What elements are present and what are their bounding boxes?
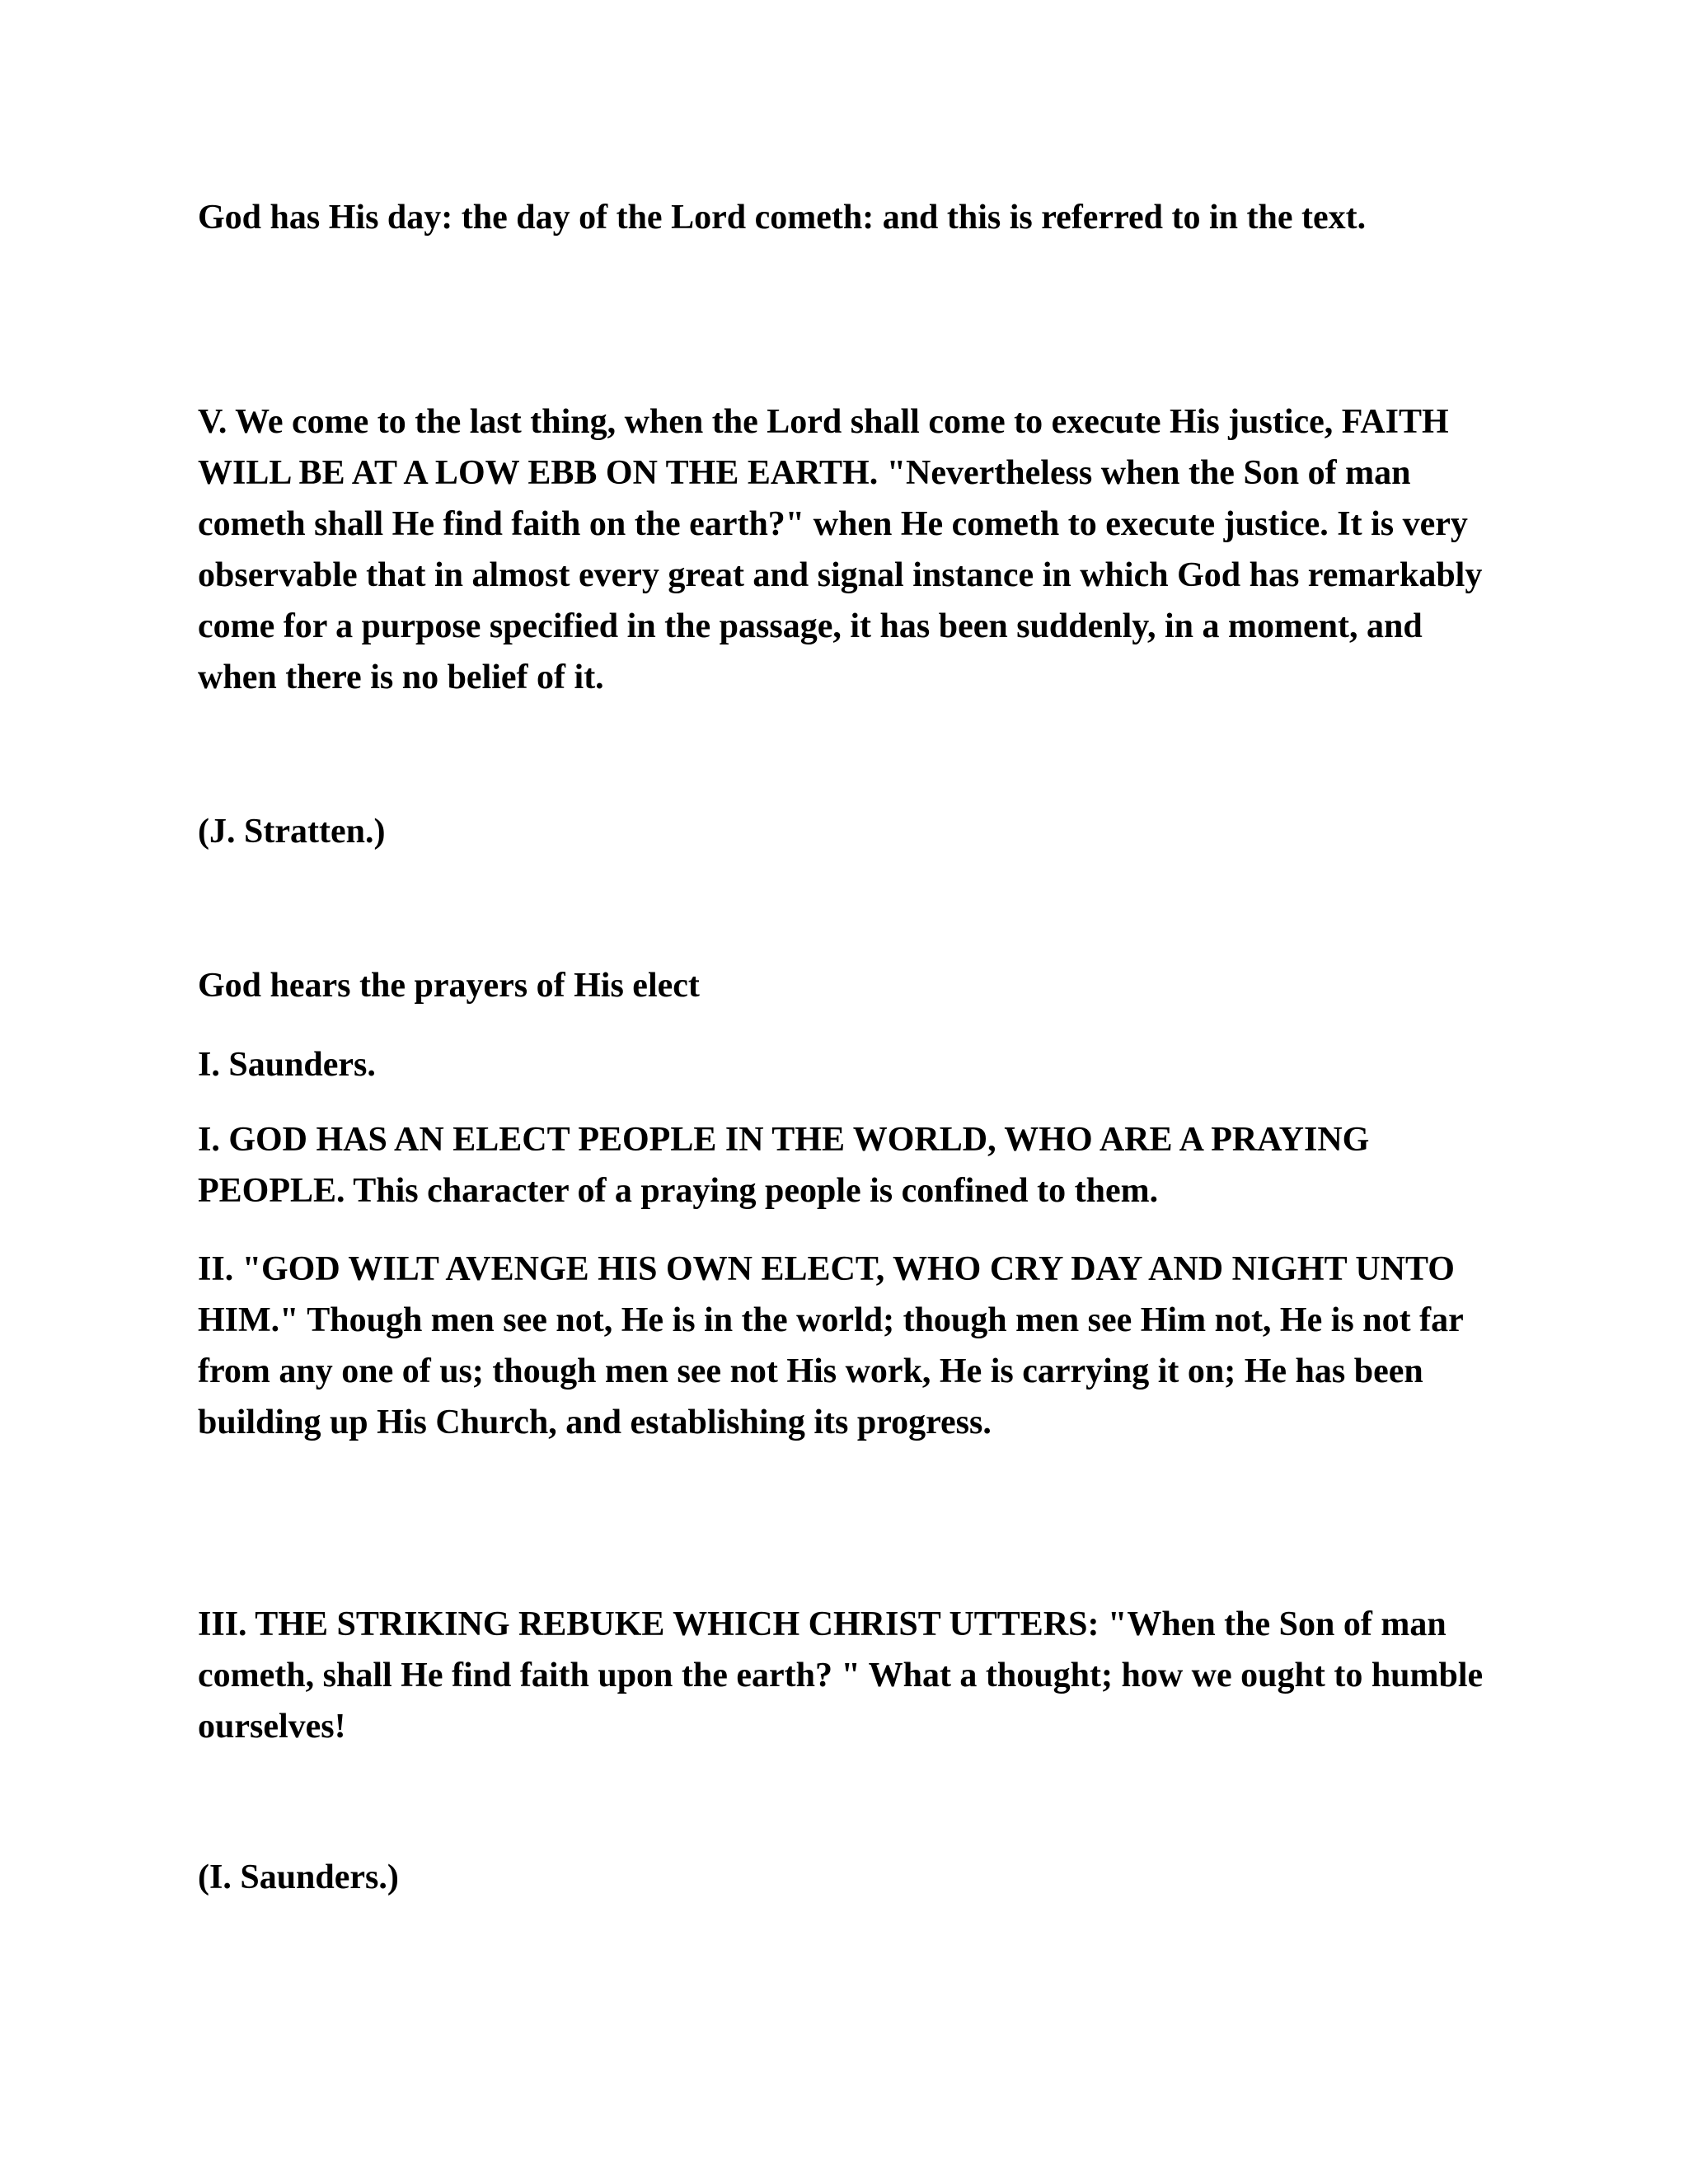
paragraph-section-v: V. We come to the last thing, when the Lord shall come to execute His justice, FAITH WILL BE AT A LOW EBB ON THE EARTH. "Nevertheless when the Son of man cometh shall He find faith on the earth?" when He cometh to execute justice. It is very observable that in almost every great and signal instance in which God has remarkably come for a purpose specified in the passage, it has been suddenly, in a moment, and when there is no belief of it. xyxy=(198,403,1483,696)
paragraph-day-of-the-lord: God has His day: the day of the Lord cometh: and this is referred to in the text. xyxy=(198,199,1367,237)
paragraph-section-iii: III. THE STRIKING REBUKE WHICH CHRIST UTTERS: "When the Son of man cometh, shall He find faith upon the earth? " What a thought; how we ought to humble ourselves! xyxy=(198,1605,1484,1746)
section-heading-prayers: God hears the prayers of His elect xyxy=(198,967,700,1005)
attribution-saunders: (I. Saunders.) xyxy=(198,1858,399,1896)
paragraph-section-i: I. GOD HAS AN ELECT PEOPLE IN THE WORLD, WHO ARE A PRAYING PEOPLE. This character of a praying people is confined to them. xyxy=(198,1121,1370,1210)
author-saunders: I. Saunders. xyxy=(198,1046,376,1084)
paragraph-section-ii: II. "GOD WILT AVENGE HIS OWN ELECT, WHO CRY DAY AND NIGHT UNTO HIM." Though men see not, He is in the world; though men see Him not, He is not far from any one of us; though men see not His work, He is carrying it on; He has been building up His Church, and establishing its progress. xyxy=(198,1250,1463,1441)
attribution-stratten: (J. Stratten.) xyxy=(198,813,386,851)
